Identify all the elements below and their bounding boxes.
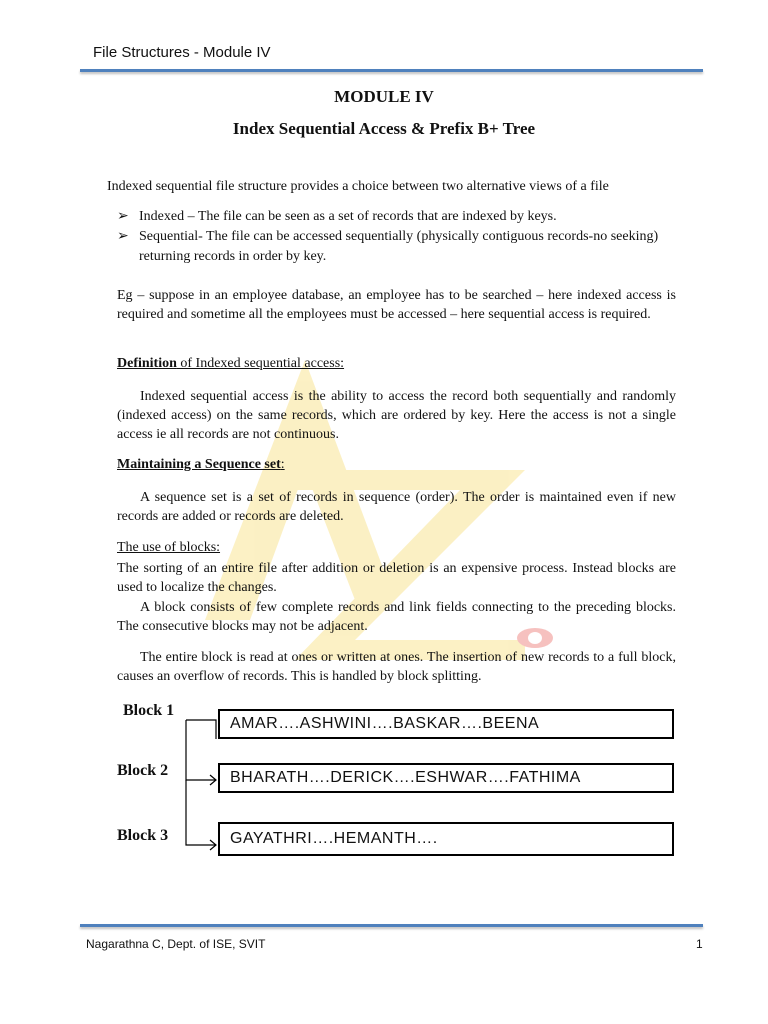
definition-heading bbox=[117, 356, 344, 372]
bullet-text: Sequential- The file can be accessed sequentially (physically contiguous records-no seeking) returning records in order by key. bbox=[139, 229, 659, 264]
blocks-heading: The use of blocks: bbox=[117, 540, 221, 555]
footer-author: Nagarathna C, Dept. of ISE, SVIT bbox=[86, 937, 266, 951]
example-paragraph: Eg – suppose in an employee database, an employee has to be searched – here indexed access is required and sometime all the employees must be accessed – here sequential access is required. bbox=[117, 288, 676, 322]
sequence-set-paragraph: A sequence set is a set of records in sequence (order). The order is maintained even if new records are added or records are deleted. bbox=[117, 490, 676, 524]
definition-heading-rest: of Indexed sequential access: bbox=[176, 356, 345, 371]
blocks-paragraph-2: A block consists of few complete records and link fields connecting to the preceding blocks. The consecutive blocks may not be adjacent. bbox=[117, 600, 676, 634]
bullet-sequential bbox=[117, 227, 676, 267]
block-1-connector bbox=[186, 720, 216, 739]
bullet-text: Indexed – The file can be seen as a set of records that are indexed by keys. bbox=[139, 209, 557, 224]
block-1-label: Block 1 bbox=[123, 702, 175, 719]
definition-paragraph: Indexed sequential access is the ability to access the record both sequentially and randomly (indexed access) on the same records, which are ordered by key. Here the access is not a single access ie all records are not continuous. bbox=[117, 389, 676, 442]
link-block-1-to-2 bbox=[186, 720, 216, 780]
intro-text: Indexed sequential file structure provides a choice between two alternative views of a file bbox=[107, 179, 609, 194]
footer-rule bbox=[80, 924, 703, 927]
definition-heading-bold: Definition bbox=[117, 356, 177, 371]
link-block-2-to-3 bbox=[186, 780, 216, 845]
block-2-label: Block 2 bbox=[117, 762, 169, 779]
module-title: MODULE IV bbox=[334, 87, 434, 106]
arrow-bullet-icon: ➢ bbox=[117, 229, 129, 244]
block-3-box: GAYATHRI….HEMANTH…. bbox=[218, 822, 674, 856]
header-title: File Structures - Module IV bbox=[93, 44, 271, 61]
block-3-label: Block 3 bbox=[117, 827, 169, 844]
bullet-indexed bbox=[117, 207, 676, 227]
header-rule bbox=[80, 69, 703, 72]
blocks-paragraph-1: The sorting of an entire file after addition or deletion is an expensive process. Instead blocks are used to localize the changes. bbox=[117, 561, 676, 595]
module-subtitle: Index Sequential Access & Prefix B+ Tree bbox=[232, 119, 536, 138]
page-number: 1 bbox=[696, 937, 703, 951]
block-1-box: AMAR….ASHWINI….BASKAR….BEENA bbox=[218, 709, 674, 739]
block-2-box: BHARATH….DERICK….ESHWAR….FATHIMA bbox=[218, 763, 674, 793]
sequence-set-heading: Maintaining a Sequence set: bbox=[117, 457, 285, 472]
blocks-paragraph-3: The entire block is read at ones or written at ones. The insertion of new records to a full block, causes an overflow of records. This is handled by block splitting. bbox=[117, 650, 676, 684]
arrow-bullet-icon: ➢ bbox=[117, 209, 129, 224]
